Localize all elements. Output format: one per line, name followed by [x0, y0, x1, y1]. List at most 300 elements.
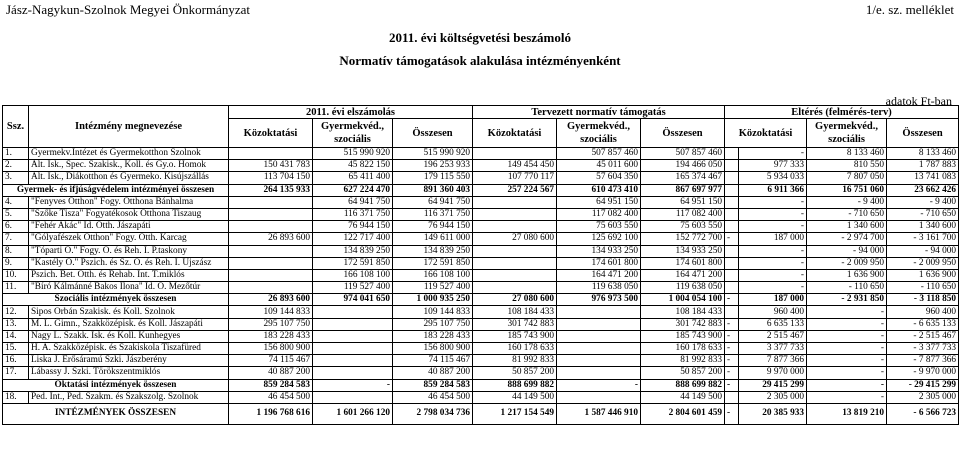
table-row [3, 306, 959, 318]
cell-b2 [557, 306, 641, 318]
cell-c4: - 94 000 [887, 245, 959, 257]
cell-c2: 960 400 [739, 306, 807, 318]
institution-name: "Kastély O." Pszich. és Sz. O. és Reh. I. Újszász [29, 257, 229, 269]
cell-b3: 174 601 800 [641, 257, 725, 269]
cell-c3: 810 550 [807, 160, 887, 172]
cell-c3: - [807, 330, 887, 342]
cell-b3: 2 804 601 459 [641, 403, 725, 424]
cell-a2 [313, 391, 393, 403]
cell-b2: 174 601 800 [557, 257, 641, 269]
cell-c4: - 9 970 000 [887, 367, 959, 379]
cell-c1: - [725, 330, 739, 342]
cell-c4: 8 133 460 [887, 148, 959, 160]
cell-a3: 1 000 935 250 [393, 294, 473, 306]
cell-a2 [313, 318, 393, 330]
cell-a3: 109 144 833 [393, 306, 473, 318]
institution-name: "Fehér Akác" Id. Otth. Jászapáti [29, 221, 229, 233]
cell-a2: 45 822 150 [313, 160, 393, 172]
cell-c2: - [739, 245, 807, 257]
cell-b1 [473, 257, 557, 269]
cell-c2: 7 877 366 [739, 355, 807, 367]
cell-c3: - [807, 343, 887, 355]
subtotal-row [3, 294, 959, 306]
cell-c1 [725, 148, 739, 160]
cell-a1: 26 893 600 [229, 294, 313, 306]
cell-c1 [725, 269, 739, 281]
cell-b3: 81 992 833 [641, 355, 725, 367]
cell-a2: - [313, 379, 393, 391]
cell-a2: 76 944 150 [313, 221, 393, 233]
cell-b1: 108 184 433 [473, 306, 557, 318]
cell-b2 [557, 355, 641, 367]
col-header-osszesen: Összesen [887, 119, 959, 148]
cell-b3: 867 697 977 [641, 184, 725, 196]
cell-b3: 134 933 250 [641, 245, 725, 257]
table-row [3, 282, 959, 294]
cell-a3: 119 527 400 [393, 282, 473, 294]
cell-a2: 119 527 400 [313, 282, 393, 294]
institution-name: Ált. Isk., Spec. Szakisk., Koll. és Gy.o. Homok [29, 160, 229, 172]
cell-b1: 81 992 833 [473, 355, 557, 367]
cell-c1: - [725, 403, 739, 424]
cell-a2 [313, 306, 393, 318]
cell-a1 [229, 245, 313, 257]
cell-a1: 295 107 750 [229, 318, 313, 330]
cell-b3: 185 743 900 [641, 330, 725, 342]
cell-a3: 172 591 850 [393, 257, 473, 269]
col-header-ssz: Ssz. [3, 106, 29, 148]
cell-b2: 119 638 050 [557, 282, 641, 294]
institution-name: "Fenyves Otthon" Fogy. Otthona Bánhalma [29, 196, 229, 208]
header-appendix-label: 1/e. sz. melléklet [865, 2, 954, 17]
row-number: 1. [3, 148, 29, 160]
cell-c2: 977 333 [739, 160, 807, 172]
cell-b3: 50 857 200 [641, 367, 725, 379]
cell-c1: - [725, 294, 739, 306]
cell-a2 [313, 343, 393, 355]
row-number: 12. [3, 306, 29, 318]
cell-b2 [557, 391, 641, 403]
cell-a1: 1 196 768 616 [229, 403, 313, 424]
cell-b3: 152 772 700 [641, 233, 725, 245]
cell-a2: 974 041 650 [313, 294, 393, 306]
cell-b2: 57 604 350 [557, 172, 641, 184]
cell-b3: 507 857 460 [641, 148, 725, 160]
cell-c4: - 29 415 299 [887, 379, 959, 391]
cell-a2: 116 371 750 [313, 208, 393, 220]
cell-b2: 134 933 250 [557, 245, 641, 257]
institution-name: Sipos Orbán Szakisk. és Koll. Szolnok [29, 306, 229, 318]
cell-b2: 610 473 410 [557, 184, 641, 196]
cell-c4: - 9 400 [887, 196, 959, 208]
cell-a1 [229, 208, 313, 220]
cell-b2: 976 973 500 [557, 294, 641, 306]
cell-a1: 264 135 933 [229, 184, 313, 196]
cell-c3: - [807, 391, 887, 403]
cell-c4: - 110 650 [887, 282, 959, 294]
cell-b2: 507 857 460 [557, 148, 641, 160]
row-number: 3. [3, 172, 29, 184]
cell-a3: 64 941 750 [393, 196, 473, 208]
cell-a3: 116 371 750 [393, 208, 473, 220]
cell-c4: - 3 161 700 [887, 233, 959, 245]
cell-b1 [473, 282, 557, 294]
cell-b2: 75 603 550 [557, 221, 641, 233]
cell-b1: 149 454 450 [473, 160, 557, 172]
cell-a1 [229, 282, 313, 294]
cell-b2: - [557, 379, 641, 391]
table-row [3, 221, 959, 233]
cell-b2: 1 587 446 910 [557, 403, 641, 424]
col-header-name: Intézmény megnevezése [29, 106, 229, 148]
cell-c4: 23 662 426 [887, 184, 959, 196]
cell-c2: 29 415 299 [739, 379, 807, 391]
cell-a3: 891 360 403 [393, 184, 473, 196]
cell-a3: 179 115 550 [393, 172, 473, 184]
table-row [3, 355, 959, 367]
cell-a1: 40 887 200 [229, 367, 313, 379]
cell-a3: 196 253 933 [393, 160, 473, 172]
institution-name: "Tóparti O." Fogy. O. és Reh. I. P.taskony [29, 245, 229, 257]
cell-b2 [557, 318, 641, 330]
cell-c3: 7 807 050 [807, 172, 887, 184]
institution-name: Nagy L. Szakk. Isk. és Koll. Kunhegyes [29, 330, 229, 342]
unit-label: adatok Ft-ban [885, 94, 952, 108]
institution-name: Lábassy J. Szki. Törökszentmiklós [29, 367, 229, 379]
subtotal-row [3, 184, 959, 196]
cell-b2: 125 692 100 [557, 233, 641, 245]
col-header-gyermekved: Gyermekvéd., szociális [557, 119, 641, 148]
row-label: INTÉZMÉNYEK ÖSSZESEN [3, 403, 229, 424]
cell-a2: 1 601 266 120 [313, 403, 393, 424]
table-row [3, 196, 959, 208]
cell-c3: - 2 931 850 [807, 294, 887, 306]
cell-b1 [473, 208, 557, 220]
cell-c1 [725, 221, 739, 233]
row-number: 8. [3, 245, 29, 257]
col-header-kozoktatasi: Közoktatási [473, 119, 557, 148]
cell-b1 [473, 245, 557, 257]
cell-c1: - [725, 355, 739, 367]
cell-c2: 3 377 733 [739, 343, 807, 355]
cell-c2: 187 000 [739, 294, 807, 306]
col-header-osszesen: Összesen [393, 119, 473, 148]
cell-c1: - [725, 343, 739, 355]
page-title: 2011. évi költségvetési beszámoló [389, 30, 571, 45]
cell-a2: 64 941 750 [313, 196, 393, 208]
col-header-osszesen: Összesen [641, 119, 725, 148]
cell-a1: 26 893 600 [229, 233, 313, 245]
cell-a1: 109 144 833 [229, 306, 313, 318]
cell-c3: - [807, 379, 887, 391]
row-number: 9. [3, 257, 29, 269]
table-row [3, 208, 959, 220]
institution-name: "Bíró Kálmánné Bakos Ilona" Id. O. Mezőtúr [29, 282, 229, 294]
table-row [3, 391, 959, 403]
cell-a1 [229, 196, 313, 208]
row-label: Szociális intézmények összesen [3, 294, 229, 306]
cell-b1: 160 178 633 [473, 343, 557, 355]
cell-c2: - [739, 282, 807, 294]
table-row [3, 245, 959, 257]
cell-c3: - [807, 355, 887, 367]
cell-b1 [473, 196, 557, 208]
cell-c3: - 2 009 950 [807, 257, 887, 269]
cell-c4: 2 305 000 [887, 391, 959, 403]
cell-c1: - [725, 379, 739, 391]
col-group-settlement: 2011. évi elszámolás [229, 106, 473, 119]
cell-a2: 515 990 920 [313, 148, 393, 160]
cell-c1 [725, 172, 739, 184]
cell-a2: 166 108 100 [313, 269, 393, 281]
cell-c2: 20 385 933 [739, 403, 807, 424]
row-number: 6. [3, 221, 29, 233]
cell-a1: 113 704 150 [229, 172, 313, 184]
cell-a1: 46 454 500 [229, 391, 313, 403]
cell-c3: - 9 400 [807, 196, 887, 208]
cell-b2: 117 082 400 [557, 208, 641, 220]
cell-a2: 122 717 400 [313, 233, 393, 245]
row-number: 7. [3, 233, 29, 245]
col-header-kozoktatasi: Közoktatási [229, 119, 313, 148]
cell-b2: 164 471 200 [557, 269, 641, 281]
cell-a3: 2 798 034 736 [393, 403, 473, 424]
col-group-planned: Tervezett normatív támogatás [473, 106, 725, 119]
cell-a3: 46 454 500 [393, 391, 473, 403]
cell-a3: 859 284 583 [393, 379, 473, 391]
row-number: 13. [3, 318, 29, 330]
cell-a3: 515 990 920 [393, 148, 473, 160]
table-row [3, 367, 959, 379]
cell-c1: - [725, 318, 739, 330]
cell-b3: 64 951 150 [641, 196, 725, 208]
cell-c3: - 94 000 [807, 245, 887, 257]
cell-c2: - [739, 196, 807, 208]
cell-c3: 1 636 900 [807, 269, 887, 281]
cell-b3: 194 466 050 [641, 160, 725, 172]
header-organization: Jász-Nagykun-Szolnok Megyei Önkormányzat [6, 2, 251, 17]
cell-c4: - 6 635 133 [887, 318, 959, 330]
cell-b1 [473, 269, 557, 281]
cell-c1 [725, 257, 739, 269]
row-number: 14. [3, 330, 29, 342]
cell-c1: - [725, 233, 739, 245]
cell-a1: 74 115 467 [229, 355, 313, 367]
institution-name: Pszich. Bet. Otth. és Rehab. Int. T.miklós [29, 269, 229, 281]
cell-c4: - 2 009 950 [887, 257, 959, 269]
col-header-gyermekved: Gyermekvéd., szociális [313, 119, 393, 148]
cell-b1: 107 770 117 [473, 172, 557, 184]
cell-b2 [557, 367, 641, 379]
cell-b1: 185 743 900 [473, 330, 557, 342]
cell-b3: 44 149 500 [641, 391, 725, 403]
cell-c2: - [739, 269, 807, 281]
col-group-difference: Eltérés (felmérés-terv) [725, 106, 959, 119]
cell-c1 [725, 391, 739, 403]
subtotal-row [3, 379, 959, 391]
cell-b3: 108 184 433 [641, 306, 725, 318]
page-subtitle: Normatív támogatások alakulása intézményenként [339, 53, 621, 68]
cell-c4: 1 636 900 [887, 269, 959, 281]
cell-a3: 134 839 250 [393, 245, 473, 257]
cell-b1: 257 224 567 [473, 184, 557, 196]
cell-a1 [229, 269, 313, 281]
cell-c3: 16 751 060 [807, 184, 887, 196]
col-header-gyermekved: Gyermekvéd., szociális [807, 119, 887, 148]
table-row [3, 233, 959, 245]
table-row [3, 330, 959, 342]
cell-b1: 44 149 500 [473, 391, 557, 403]
cell-c1 [725, 282, 739, 294]
cell-c1 [725, 208, 739, 220]
cell-c4: 960 400 [887, 306, 959, 318]
institution-name: M. L. Gimn., Szakközépisk. és Koll. Jászapáti [29, 318, 229, 330]
cell-b1: 1 217 154 549 [473, 403, 557, 424]
cell-a2: 134 839 250 [313, 245, 393, 257]
cell-c2: 2 305 000 [739, 391, 807, 403]
cell-b2 [557, 343, 641, 355]
cell-c1 [725, 306, 739, 318]
cell-a3: 149 611 000 [393, 233, 473, 245]
institution-name: "Szőke Tisza" Fogyatékosok Otthona Tiszaug [29, 208, 229, 220]
cell-c4: 13 741 083 [887, 172, 959, 184]
table-row [3, 172, 959, 184]
cell-b1 [473, 221, 557, 233]
cell-c4: - 2 515 467 [887, 330, 959, 342]
cell-a2: 172 591 850 [313, 257, 393, 269]
row-number: 15. [3, 343, 29, 355]
cell-c3: - 110 650 [807, 282, 887, 294]
cell-a1: 859 284 583 [229, 379, 313, 391]
cell-c2: - [739, 148, 807, 160]
cell-c4: - 6 566 723 [887, 403, 959, 424]
cell-a2: 627 224 470 [313, 184, 393, 196]
cell-a1 [229, 221, 313, 233]
institution-name: Ált. Isk., Diákotthon és Gyermeko. Kisújszállás [29, 172, 229, 184]
institution-name: Ped. Int., Ped. Szakm. és Szakszolg. Szolnok [29, 391, 229, 403]
cell-a2 [313, 367, 393, 379]
institution-name: "Gólyafészek Otthon" Fogy. Otth. Karcag [29, 233, 229, 245]
cell-a1: 150 431 783 [229, 160, 313, 172]
cell-c2: - [739, 257, 807, 269]
cell-c4: - 710 650 [887, 208, 959, 220]
cell-c1 [725, 196, 739, 208]
cell-c3: 8 133 460 [807, 148, 887, 160]
cell-a3: 166 108 100 [393, 269, 473, 281]
cell-b3: 164 471 200 [641, 269, 725, 281]
cell-a1: 183 228 433 [229, 330, 313, 342]
cell-b2: 64 951 150 [557, 196, 641, 208]
cell-b3: 117 082 400 [641, 208, 725, 220]
row-number: 5. [3, 208, 29, 220]
cell-c4: 1 787 883 [887, 160, 959, 172]
table-row [3, 269, 959, 281]
row-number: 11. [3, 282, 29, 294]
row-number: 17. [3, 367, 29, 379]
cell-b1: 27 080 600 [473, 294, 557, 306]
cell-c1 [725, 245, 739, 257]
table-row [3, 160, 959, 172]
row-number: 16. [3, 355, 29, 367]
table-row [3, 257, 959, 269]
cell-b1: 301 742 883 [473, 318, 557, 330]
row-number: 18. [3, 391, 29, 403]
normative-support-table [2, 105, 959, 425]
cell-c2: - [739, 208, 807, 220]
cell-c1: - [725, 367, 739, 379]
cell-c3: - 710 650 [807, 208, 887, 220]
cell-b1 [473, 148, 557, 160]
cell-c3: - [807, 306, 887, 318]
cell-a1: 156 800 900 [229, 343, 313, 355]
cell-c3: - [807, 367, 887, 379]
row-number: 4. [3, 196, 29, 208]
cell-a3: 76 944 150 [393, 221, 473, 233]
cell-c2: 187 000 [739, 233, 807, 245]
cell-b2: 45 011 600 [557, 160, 641, 172]
cell-a3: 183 228 433 [393, 330, 473, 342]
cell-c3: - [807, 318, 887, 330]
cell-c2: 5 934 033 [739, 172, 807, 184]
cell-c4: 1 340 600 [887, 221, 959, 233]
cell-c4: - 3 118 850 [887, 294, 959, 306]
institution-name: Liska J. Erősáramú Szki. Jászberény [29, 355, 229, 367]
cell-a3: 156 800 900 [393, 343, 473, 355]
cell-c2: 6 635 133 [739, 318, 807, 330]
cell-c4: - 3 377 733 [887, 343, 959, 355]
cell-a2 [313, 355, 393, 367]
cell-b3: 1 004 054 100 [641, 294, 725, 306]
cell-b3: 888 699 882 [641, 379, 725, 391]
cell-c2: 6 911 366 [739, 184, 807, 196]
table-row [3, 343, 959, 355]
table-row [3, 148, 959, 160]
cell-b1: 888 699 882 [473, 379, 557, 391]
grand-total-row [3, 403, 959, 424]
row-number: 2. [3, 160, 29, 172]
cell-c3: 13 819 210 [807, 403, 887, 424]
cell-a3: 40 887 200 [393, 367, 473, 379]
cell-b1: 50 857 200 [473, 367, 557, 379]
cell-c1 [725, 184, 739, 196]
cell-b1: 27 080 600 [473, 233, 557, 245]
cell-b3: 75 603 550 [641, 221, 725, 233]
cell-a1 [229, 148, 313, 160]
cell-b3: 301 742 883 [641, 318, 725, 330]
cell-a2 [313, 330, 393, 342]
cell-b2 [557, 330, 641, 342]
table-row [3, 318, 959, 330]
cell-a2: 65 411 400 [313, 172, 393, 184]
row-number: 10. [3, 269, 29, 281]
institution-name: Gyermekv.Intézet és Gyermekotthon Szolnok [29, 148, 229, 160]
institution-name: H. A. Szakközépisk. és Szakiskola Tiszafüred [29, 343, 229, 355]
cell-b3: 165 374 467 [641, 172, 725, 184]
cell-a3: 74 115 467 [393, 355, 473, 367]
cell-c2: 2 515 467 [739, 330, 807, 342]
cell-c1 [725, 160, 739, 172]
cell-c3: - 2 974 700 [807, 233, 887, 245]
cell-b3: 119 638 050 [641, 282, 725, 294]
row-label: Gyermek- és ifjúságvédelem intézményei összesen [3, 184, 229, 196]
row-label: Oktatási intézmények összesen [3, 379, 229, 391]
cell-a3: 295 107 750 [393, 318, 473, 330]
cell-c4: - 7 877 366 [887, 355, 959, 367]
cell-c3: 1 340 600 [807, 221, 887, 233]
cell-c2: - [739, 221, 807, 233]
cell-b3: 160 178 633 [641, 343, 725, 355]
cell-c2: 9 970 000 [739, 367, 807, 379]
